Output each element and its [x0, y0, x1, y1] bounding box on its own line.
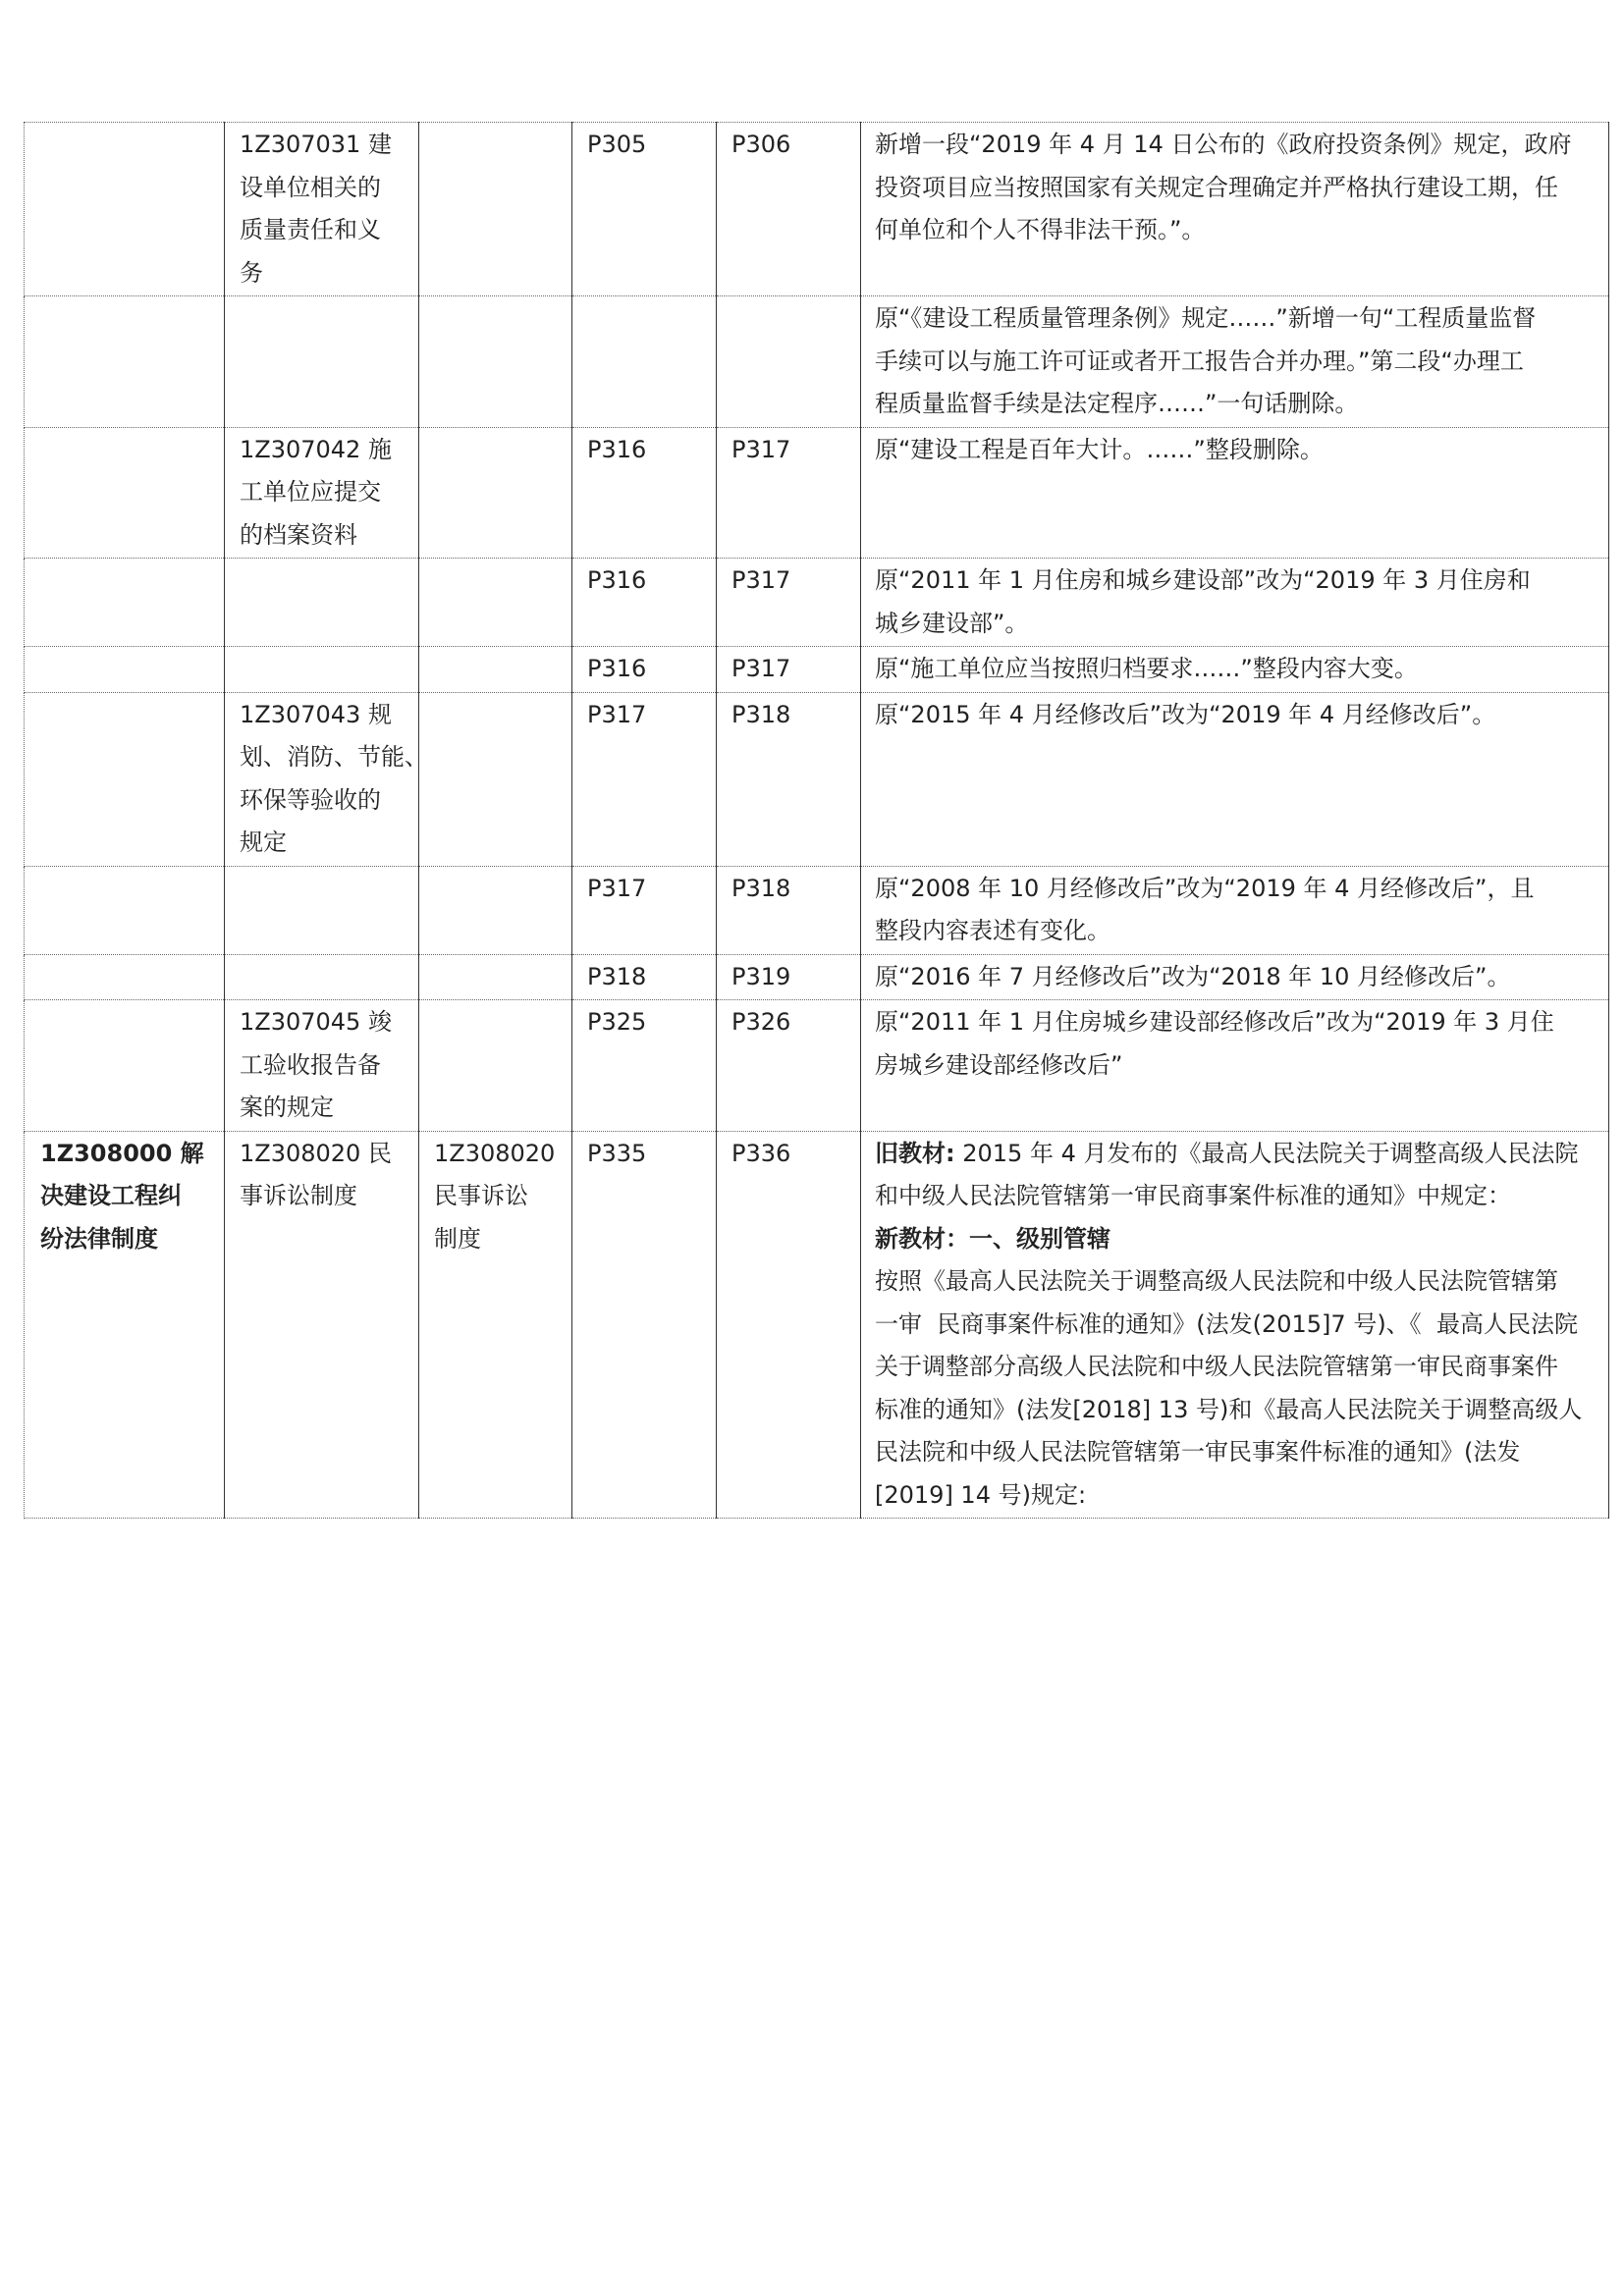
- cell-old-page: [572, 1131, 717, 1519]
- cell-subsection: [419, 427, 572, 559]
- cell-subsection: [419, 866, 572, 954]
- cell-text-line: 按照《最高人民法院关于调整高级人民法院和中级人民法院管辖第: [875, 1267, 1558, 1295]
- cell-text-line: 设单位相关的: [240, 173, 381, 201]
- table-row: [25, 1000, 1609, 1132]
- cell-text-line: 原“建设工程是百年大计。……”整段删除。: [875, 435, 1324, 463]
- cell-subsection: [419, 559, 572, 647]
- bold-label: 1Z308000 解: [40, 1139, 204, 1167]
- cell-section: [225, 1131, 419, 1519]
- cell-text-line: P316: [587, 655, 647, 682]
- cell-chapter: [25, 692, 225, 866]
- cell-subsection: [419, 647, 572, 693]
- cell-chapter: [25, 427, 225, 559]
- cell-change: [861, 692, 1609, 866]
- cell-old-page: [572, 692, 717, 866]
- cell-chapter: [25, 647, 225, 693]
- cell-change: [861, 296, 1609, 428]
- cell-new-page: [717, 692, 861, 866]
- table-body: [25, 123, 1609, 1519]
- cell-section: [225, 123, 419, 296]
- cell-section: [225, 427, 419, 559]
- cell-new-page: [717, 1131, 861, 1519]
- cell-text-line: 务: [240, 258, 263, 287]
- cell-section: [225, 866, 419, 954]
- cell-chapter: [25, 954, 225, 1000]
- cell-text-line: 原“2016 年 7 月经修改后”改为“2018 年 10 月经修改后”。: [875, 962, 1511, 990]
- cell-text-line: 1Z308020: [434, 1139, 556, 1167]
- cell-old-page: [572, 1000, 717, 1132]
- cell-subsection: [419, 692, 572, 866]
- cell-text-line: 一审 民商事案件标准的通知》(法发(2015]7 号)、《 最高人民法院: [875, 1309, 1578, 1338]
- cell-text-line: 程质量监督手续是法定程序……”一句话删除。: [875, 390, 1359, 417]
- cell-chapter: [25, 559, 225, 647]
- cell-change: [861, 427, 1609, 559]
- cell-text-line: 城乡建设部”。: [875, 609, 1029, 637]
- cell-text-line: 事诉讼制度: [240, 1182, 357, 1209]
- cell-text-line: 1Z307043 规: [240, 700, 392, 728]
- cell-change: [861, 559, 1609, 647]
- cell-text-line: 环保等验收的: [240, 785, 381, 814]
- table-row: [25, 1131, 1609, 1519]
- cell-text-line: 1Z307042 施: [240, 435, 392, 463]
- cell-text-line: 何单位和个人不得非法干预。”。: [875, 216, 1206, 243]
- cell-text-line: P305: [587, 131, 647, 158]
- cell-change: [861, 123, 1609, 296]
- cell-text-line: 工验收报告备: [240, 1050, 381, 1079]
- cell-text-line: 手续可以与施工许可证或者开工报告合并办理。”第二段“办理工: [875, 347, 1524, 375]
- cell-text-line: 规定: [240, 828, 287, 856]
- cell-text-line: 和中级人民法院管辖第一审民商事案件标准的通知》中规定：: [875, 1182, 1511, 1209]
- cell-text-line: 房城乡建设部经修改后”: [875, 1050, 1123, 1079]
- cell-text-line: 划、消防、节能、: [240, 743, 428, 771]
- cell-text-line: 原“2015 年 4 月经修改后”改为“2019 年 4 月经修改后”。: [875, 700, 1496, 728]
- cell-text-line: P316: [587, 566, 647, 594]
- cell-old-page: [572, 559, 717, 647]
- cell-subsection: [419, 1131, 572, 1519]
- cell-text-line: 民法院和中级人民法院管辖第一审民事案件标准的通知》(法发: [875, 1438, 1521, 1466]
- cell-subsection: [419, 1000, 572, 1132]
- cell-chapter: [25, 123, 225, 296]
- cell-change: [861, 647, 1609, 693]
- cell-text-line: P318: [731, 874, 791, 902]
- cell-old-page: [572, 954, 717, 1000]
- cell-text-line: 质量责任和义: [240, 216, 381, 243]
- cell-text-line: 案的规定: [240, 1094, 334, 1121]
- cell-old-page: [572, 427, 717, 559]
- cell-text-line: [40, 1218, 218, 1261]
- cell-text-line: [875, 1218, 1602, 1261]
- cell-chapter: [25, 866, 225, 954]
- cell-text-line: P318: [587, 962, 647, 990]
- cell-text-line: P318: [731, 700, 791, 728]
- line-text: 2015 年 4 月发布的《最高人民法院关于调整高级人民法院: [954, 1139, 1579, 1167]
- table-row: [25, 296, 1609, 428]
- table-row: [25, 123, 1609, 296]
- cell-subsection: [419, 954, 572, 1000]
- table-row: [25, 559, 1609, 647]
- cell-text-line: [40, 1133, 218, 1176]
- cell-text-line: 新增一段“2019 年 4 月 14 日公布的《政府投资条例》规定，政府: [875, 131, 1572, 158]
- cell-old-page: [572, 866, 717, 954]
- cell-text-line: 1Z308020 民: [240, 1139, 392, 1167]
- cell-text-line: 原“2011 年 1 月住房和城乡建设部”改为“2019 年 3 月住房和: [875, 566, 1531, 594]
- cell-text-line: P317: [587, 700, 647, 728]
- cell-text-line: 标准的通知》(法发[2018] 13 号)和《最高人民法院关于调整高级人: [875, 1395, 1583, 1423]
- cell-text-line: 1Z307045 竣: [240, 1008, 392, 1036]
- cell-new-page: [717, 123, 861, 296]
- cell-section: [225, 1000, 419, 1132]
- cell-chapter: [25, 1131, 225, 1519]
- bold-label: 决建设工程纠: [40, 1182, 182, 1209]
- cell-text-line: P317: [731, 566, 791, 594]
- cell-text-line: 原“施工单位应当按照归档要求……”整段内容大变。: [875, 655, 1418, 682]
- cell-text-line: [875, 1133, 1602, 1176]
- table-row: [25, 427, 1609, 559]
- cell-new-page: [717, 559, 861, 647]
- cell-new-page: [717, 647, 861, 693]
- bold-label: 旧教材:: [875, 1139, 955, 1167]
- table-row: [25, 647, 1609, 693]
- table-row: [25, 954, 1609, 1000]
- cell-change: [861, 1000, 1609, 1132]
- cell-new-page: [717, 954, 861, 1000]
- cell-text-line: P319: [731, 962, 791, 990]
- cell-chapter: [25, 1000, 225, 1132]
- cell-new-page: [717, 1000, 861, 1132]
- cell-text-line: 投资项目应当按照国家有关规定合理确定并严格执行建设工期，任: [875, 173, 1558, 201]
- cell-section: [225, 692, 428, 866]
- cell-text-line: P316: [587, 435, 647, 463]
- cell-text-line: P317: [731, 435, 791, 463]
- cell-text-line: 民事诉讼: [434, 1182, 528, 1209]
- cell-old-page: [572, 647, 717, 693]
- cell-text-line: P336: [731, 1139, 791, 1167]
- cell-text-line: P306: [731, 131, 791, 158]
- table-row: [25, 866, 1609, 954]
- cell-text-line: 1Z307031 建: [240, 131, 392, 158]
- cell-text-line: P317: [587, 874, 647, 902]
- cell-text-line: 原“2008 年 10 月经修改后”改为“2019 年 4 月经修改后”，且: [875, 874, 1535, 902]
- textbook-changes-table: [24, 122, 1609, 1519]
- cell-subsection: [419, 296, 572, 428]
- cell-text-line: 制度: [434, 1224, 481, 1253]
- cell-text-line: 整段内容表述有变化。: [875, 917, 1110, 944]
- cell-text-line: 原“2011 年 1 月住房城乡建设部经修改后”改为“2019 年 3 月住: [875, 1008, 1554, 1036]
- cell-new-page: [717, 866, 861, 954]
- cell-text-line: 的档案资料: [240, 520, 357, 549]
- cell-text-line: 原“《建设工程质量管理条例》规定……”新增一句“工程质量监督: [875, 304, 1537, 332]
- cell-old-page: [572, 296, 717, 428]
- cell-text-line: P335: [587, 1139, 647, 1167]
- bold-label: 新教材：一、级别管辖: [875, 1224, 1110, 1253]
- cell-text-line: P325: [587, 1008, 647, 1036]
- cell-section: [225, 647, 419, 693]
- cell-text-line: 工单位应提交: [240, 478, 381, 506]
- cell-section: [225, 559, 419, 647]
- cell-text-line: P326: [731, 1008, 791, 1036]
- cell-text-line: 关于调整部分高级人民法院和中级人民法院管辖第一审民商事案件: [875, 1353, 1558, 1380]
- cell-text-line: [40, 1175, 218, 1218]
- cell-new-page: [717, 296, 861, 428]
- cell-change: [861, 954, 1609, 1000]
- cell-text-line: P317: [731, 655, 791, 682]
- cell-new-page: [717, 427, 861, 559]
- cell-change: [861, 866, 1609, 954]
- cell-subsection: [419, 123, 572, 296]
- table-row: [25, 692, 1609, 866]
- cell-chapter: [25, 296, 225, 428]
- cell-text-line: [2019] 14 号)规定:: [875, 1480, 1087, 1509]
- cell-section: [225, 296, 419, 428]
- bold-label: 纷法律制度: [40, 1224, 158, 1253]
- cell-old-page: [572, 123, 717, 296]
- cell-section: [225, 954, 419, 1000]
- cell-change: [861, 1131, 1609, 1519]
